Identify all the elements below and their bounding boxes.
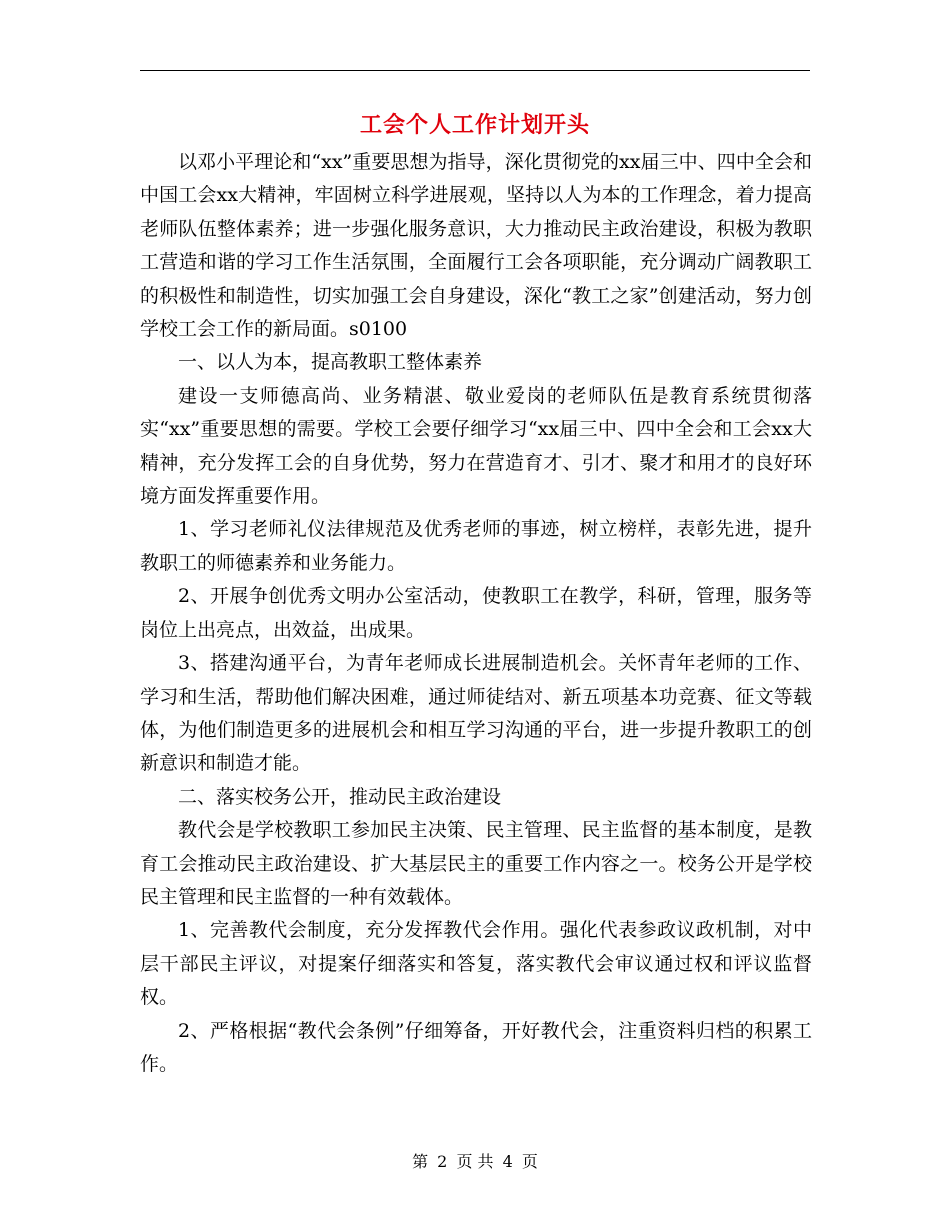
footer-middle: 页 共 bbox=[456, 1152, 494, 1171]
intro-paragraph: 以邓小平理论和“xx”重要思想为指导，深化贯彻党的xx届三中、四中全会和中国工会xx大精神，牢固树立科学进展观，坚持以人为本的工作理念，着力提高老师队伍整体素养；进一步强化服务意识，大力推动民主政治建设，积极为教职工营造和谐的学习工作生活氛围，全面履行工会各项职能，充分调动广阔教职工的积极性和制造性，切实加强工会自身建设，深化“教工之家”创建活动，努力创学校工会工作的新局面。s0100 bbox=[140, 151, 812, 341]
document-title: 工会个人工作计划开头 bbox=[359, 112, 590, 138]
section-2-paragraph: 教代会是学校教职工参加民主决策、民主管理、民主监督的基本制度，是教育工会推动民主政治建设、扩大基层民主的重要工作内容之一。校务公开是学校民主管理和民主监督的一种有效载体。 bbox=[140, 819, 812, 908]
section-heading-2: 二、落实校务公开，推动民主政治建设 bbox=[178, 785, 502, 808]
section-2-item-2: 2、严格根据“教代会条例”仔细筹备，开好教代会，注重资料归档的积累工作。 bbox=[140, 1019, 812, 1075]
page-footer bbox=[0, 1150, 950, 1174]
header-rule bbox=[140, 70, 810, 71]
footer-suffix: 页 bbox=[521, 1152, 538, 1171]
section-1-item-1: 1、学习老师礼仪法律规范及优秀老师的事迹，树立榜样，表彰先进，提升教职工的师德素养和业务能力。 bbox=[140, 518, 812, 574]
section-1-paragraph: 建设一支师德高尚、业务精湛、敬业爱岗的老师队伍是教育系统贯彻落实“xx”重要思想的需要。学校工会要仔细学习“xx届三中、四中全会和工会xx大精神，充分发挥工会的自身优势，努力在营造育才、引才、聚才和用才的良好环境方面发挥重要作用。 bbox=[140, 384, 812, 508]
section-2-item-1: 1、完善教代会制度，充分发挥教代会作用。强化代表参政议政机制，对中层干部民主评议，对提案仔细落实和答复，落实教代会审议通过权和评议监督权。 bbox=[140, 919, 812, 1009]
section-heading-1: 一、以人为本，提高教职工整体素养 bbox=[178, 351, 483, 374]
footer-total-pages: 4 bbox=[502, 1152, 513, 1171]
section-1-item-2: 2、开展争创优秀文明办公室活动，使教职工在教学，科研，管理，服务等岗位上出亮点，出效益，出成果。 bbox=[140, 585, 812, 641]
section-1-item-3: 3、搭建沟通平台，为青年老师成长进展制造机会。关怀青年老师的工作、学习和生活，帮助他们解决困难，通过师徒结对、新五项基本功竞赛、征文等载体，为他们制造更多的进展机会和相互学习沟通的平台，进一步提升教职工的创新意识和制造才能。 bbox=[140, 652, 812, 775]
footer-page-number: 2 bbox=[437, 1152, 448, 1171]
document-body bbox=[140, 146, 812, 1081]
footer-prefix: 第 bbox=[412, 1152, 429, 1171]
